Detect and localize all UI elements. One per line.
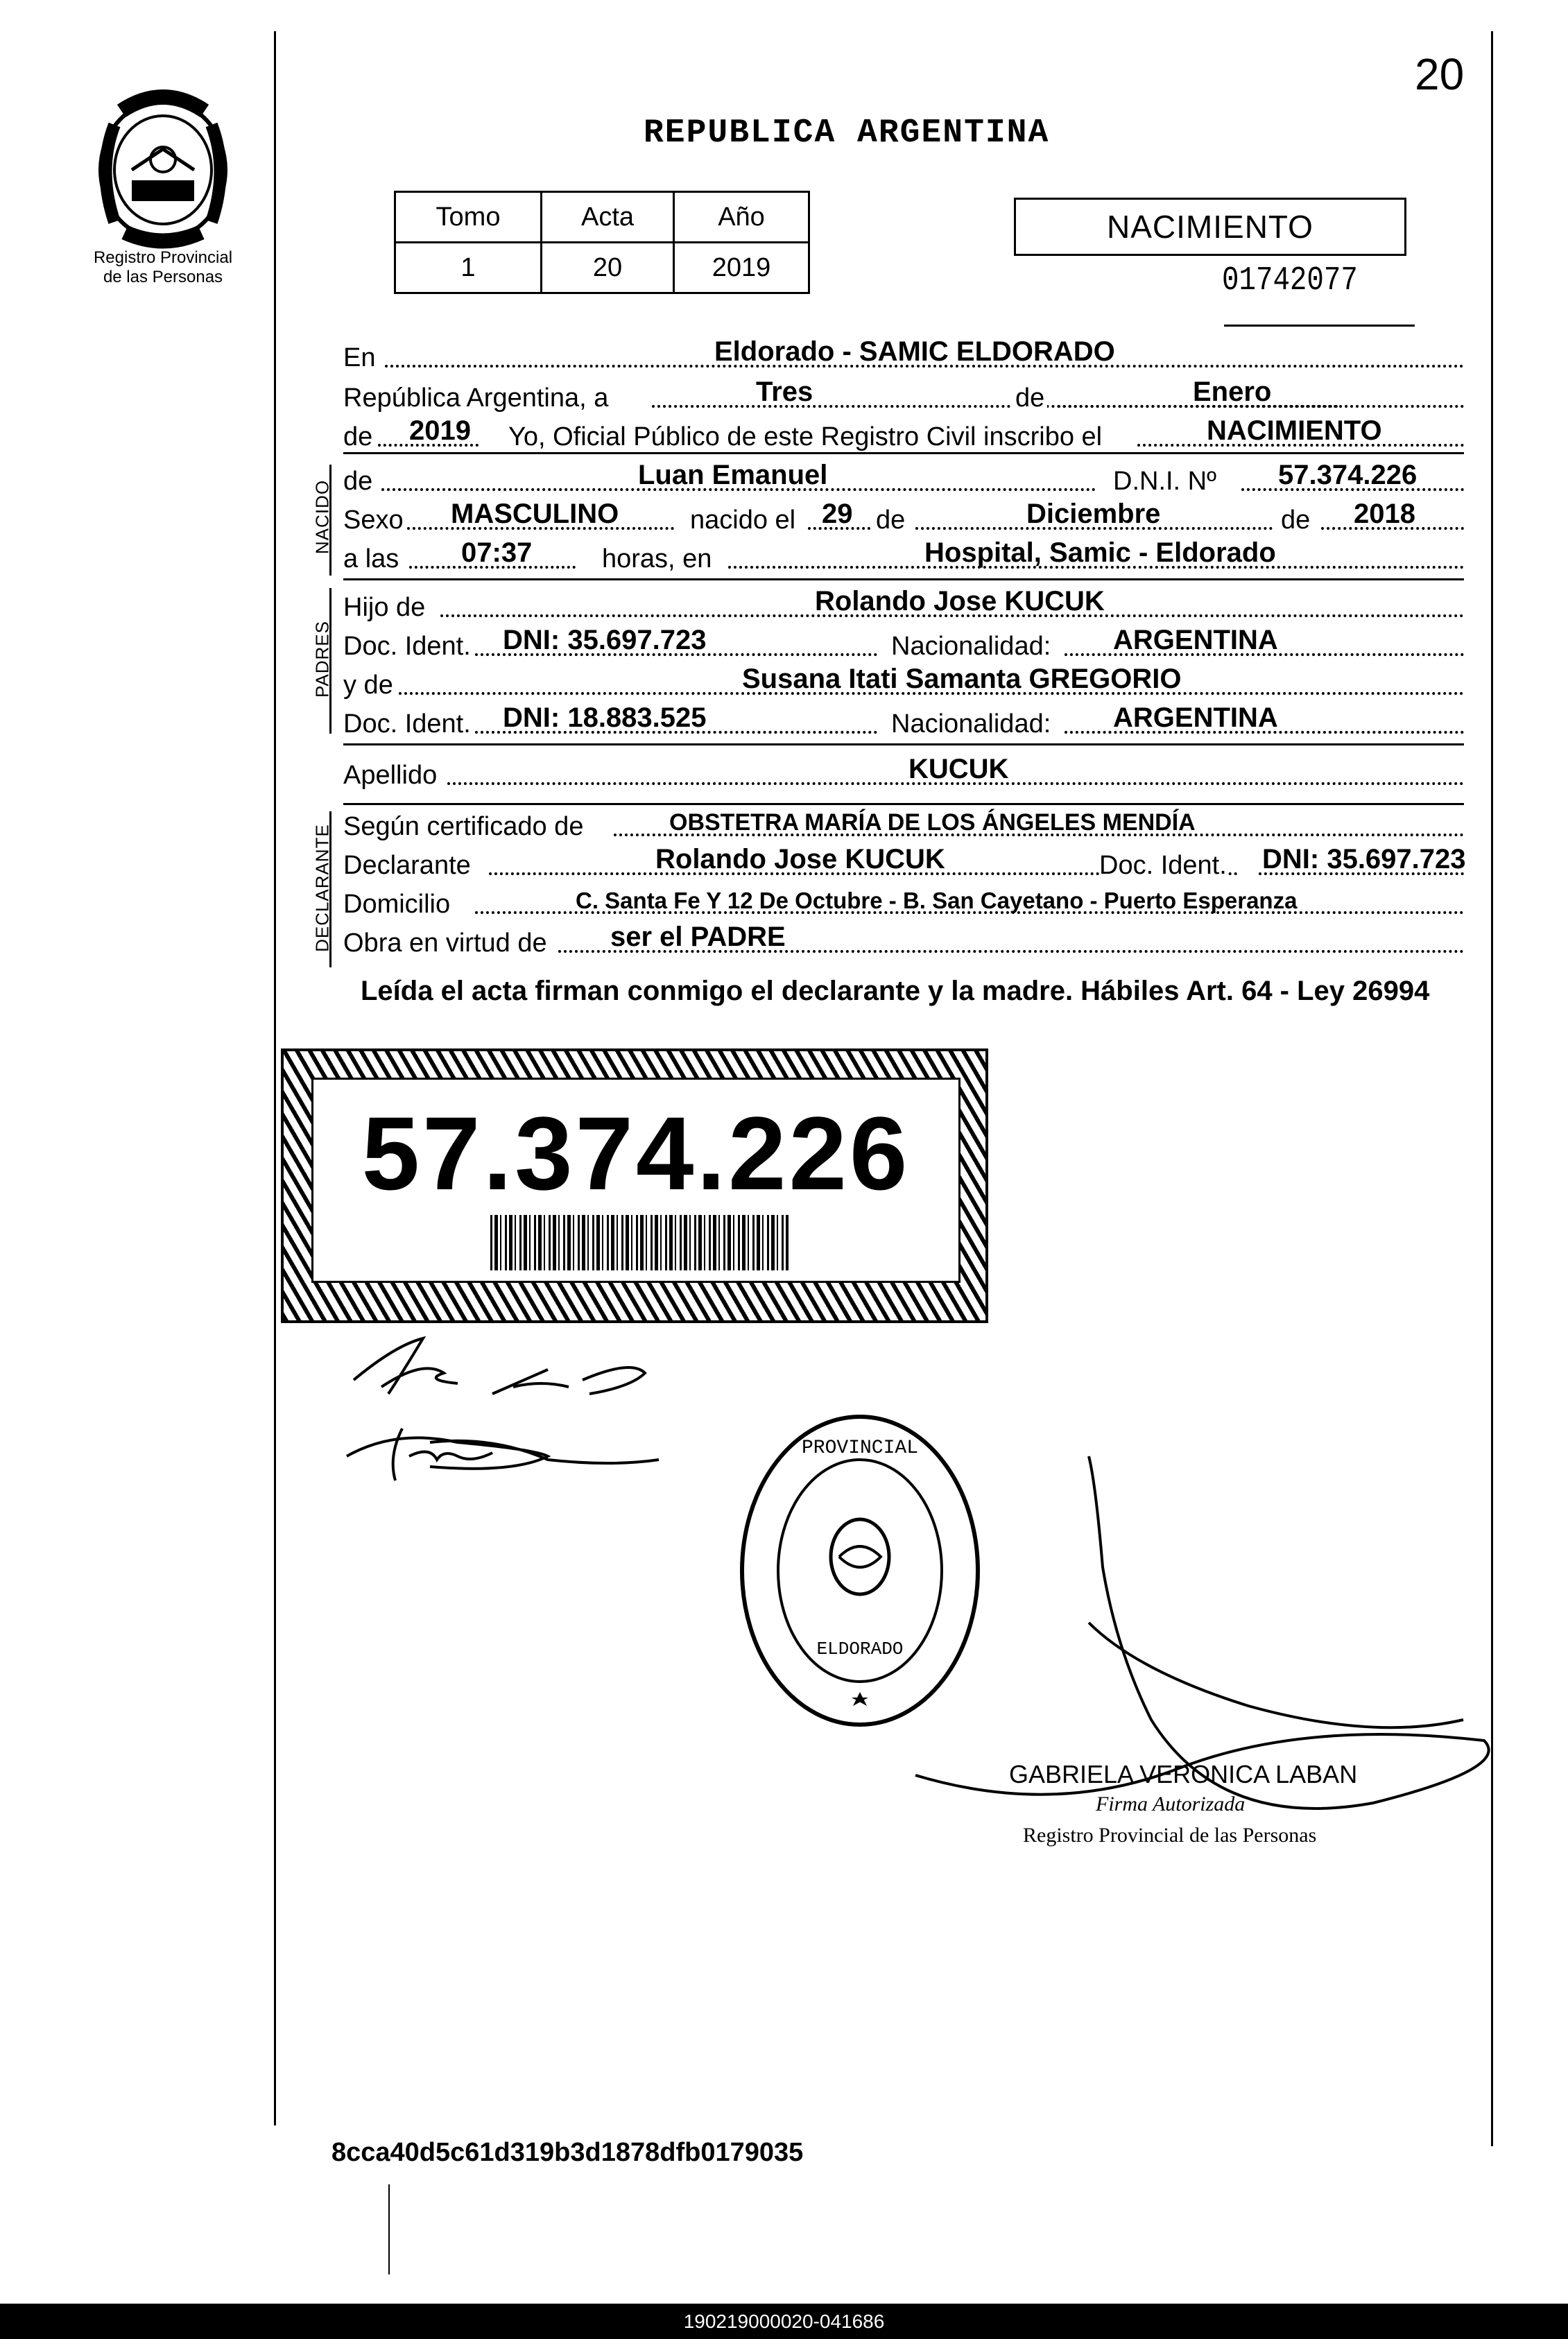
- official-name: GABRIELA VERONICA LABAN: [1009, 1760, 1358, 1788]
- certificado-value: OBSTETRA MARÍA DE LOS ÁNGELES MENDÍA: [669, 809, 1196, 836]
- birth-place: Hospital, Samic - Eldorado: [924, 537, 1276, 568]
- province-seal-icon: [83, 83, 243, 250]
- father-nationality: ARGENTINA: [1113, 625, 1278, 655]
- republica-label: República Argentina, a: [343, 383, 609, 413]
- row-mother-doc: [343, 702, 1464, 742]
- row-obra: [343, 922, 1464, 961]
- dni-label: D.N.I. Nº: [1113, 467, 1216, 496]
- nacido-side-label: NACIDO: [311, 479, 333, 555]
- segun-label: Según certificado de: [343, 812, 584, 841]
- birth-year: 2018: [1354, 499, 1415, 529]
- svg-text:PROVINCIAL: PROVINCIAL: [801, 1438, 919, 1459]
- de-label: de: [1281, 506, 1311, 535]
- document-hash: 8cca40d5c61d319b3d1878dfb0179035: [331, 2138, 804, 2167]
- registration-month: Enero: [1193, 377, 1272, 407]
- sticker-dni-number: 57.374.226: [361, 1095, 911, 1211]
- registration-year: 2019: [409, 415, 471, 446]
- nacionalidad-label: Nacionalidad:: [891, 632, 1051, 661]
- row-apellido: [343, 754, 1464, 793]
- nacido-el-label: nacido el: [690, 506, 796, 535]
- child-dni: 57.374.226: [1278, 460, 1418, 490]
- logo-caption: [66, 248, 260, 287]
- declarante-side-label: DECLARANTE: [311, 824, 333, 952]
- signature-statement: Leída el acta firman conmigo el declarante y la madre. Hábiles Art. 64 - Ley 26994: [361, 976, 1430, 1006]
- yde-label: y de: [343, 671, 393, 700]
- logo-caption-line2: de las Personas: [103, 268, 223, 286]
- row-father-doc: [343, 625, 1464, 664]
- declarante-label: Declarante: [343, 851, 471, 880]
- row-segun: [343, 810, 1464, 845]
- apellido-value: KUCUK: [908, 754, 1009, 784]
- tomo-value: 1: [395, 243, 542, 293]
- father-doc: DNI: 35.697.723: [503, 625, 707, 655]
- document-title: REPUBLICA ARGENTINA: [644, 114, 1050, 152]
- left-margin-line: [274, 31, 276, 2125]
- child-sex: MASCULINO: [451, 499, 619, 529]
- dni-sticker: [281, 1048, 988, 1323]
- row-domicilio: [343, 888, 1464, 922]
- anio-value: 2019: [674, 243, 809, 293]
- mother-name: Susana Itati Samanta GREGORIO: [742, 664, 1182, 694]
- doc-ident-label: Doc. Ident.: [343, 709, 471, 739]
- page-number: 20: [1415, 49, 1465, 99]
- acta-value: 20: [542, 243, 674, 293]
- acta-header: Acta: [542, 192, 674, 243]
- en-value: Eldorado - SAMIC ELDORADO: [714, 336, 1115, 367]
- obra-label: Obra en virtud de: [343, 929, 547, 958]
- section-divider: [343, 803, 1464, 805]
- doc-ident-label: Doc. Ident.: [1099, 851, 1227, 880]
- row-nacido-name: [343, 460, 1464, 499]
- row-declarante: [343, 844, 1466, 883]
- row-inscribo: [343, 415, 1464, 455]
- row-alas: [343, 537, 1464, 577]
- row-hijo: [343, 586, 1464, 625]
- svg-text:ELDORADO: ELDORADO: [816, 1639, 904, 1659]
- tomo-header: Tomo: [395, 192, 542, 243]
- hash-tick-line: [388, 2184, 390, 2275]
- padres-side-label: PADRES: [311, 621, 333, 698]
- year-prefix: de: [343, 422, 373, 451]
- declarante-name: Rolando Jose KUCUK: [655, 844, 945, 874]
- doc-ident-label: Doc. Ident.: [343, 632, 471, 661]
- obra-value: ser el PADRE: [610, 922, 786, 952]
- apellido-label: Apellido: [343, 761, 438, 790]
- domicilio-label: Domicilio: [343, 890, 451, 919]
- mother-doc: DNI: 18.883.525: [503, 702, 707, 733]
- horas-label: horas, en: [602, 544, 712, 573]
- father-name: Rolando Jose KUCUK: [815, 586, 1105, 616]
- row-republica: [343, 377, 1464, 416]
- sticker-inner-panel: [311, 1078, 960, 1283]
- logo-caption-line1: Registro Provincial: [93, 248, 233, 267]
- domicilio-value: C. Santa Fe Y 12 De Octubre - B. San Cayetano - Puerto Esperanza: [576, 888, 1298, 913]
- row-en: [343, 336, 1464, 376]
- mother-nationality: ARGENTINA: [1113, 702, 1278, 733]
- child-name: Luan Emanuel: [638, 460, 828, 490]
- section-divider: [343, 578, 1464, 580]
- official-role: Firma Autorizada: [1096, 1793, 1246, 1815]
- birth-month: Diciembre: [1026, 499, 1161, 529]
- alas-label: a las: [343, 544, 399, 573]
- official-institution: Registro Provincial de las Personas: [1023, 1824, 1317, 1847]
- section-divider: [343, 452, 1464, 454]
- act-type-box: NACIMIENTO: [1014, 198, 1406, 256]
- inscribo-label: Yo, Oficial Público de este Registro Civil inscribo el: [508, 422, 1103, 451]
- section-divider: [343, 743, 1464, 745]
- sexo-label: Sexo: [343, 506, 404, 535]
- inscribo-value: NACIMIENTO: [1207, 415, 1382, 446]
- declarant-signatures: [340, 1318, 728, 1498]
- de-label: de: [876, 506, 906, 535]
- registration-day: Tres: [756, 377, 813, 407]
- barcode-icon: [490, 1215, 789, 1270]
- en-label: En: [343, 343, 376, 372]
- de-label: de: [343, 467, 373, 496]
- registry-table: [394, 191, 810, 294]
- row-sexo: [343, 499, 1464, 538]
- row-ymadre: [343, 664, 1464, 703]
- nacionalidad-label: Nacionalidad:: [891, 709, 1051, 739]
- declarante-doc: DNI: 35.697.723: [1262, 844, 1466, 874]
- anio-header: Año: [674, 192, 809, 243]
- birth-hour: 07:37: [461, 537, 533, 568]
- birth-day: 29: [822, 499, 853, 529]
- serial-number: 01742077: [1222, 262, 1358, 300]
- footer-code-bar: 190219000020-041686: [0, 2304, 1568, 2339]
- de-label: de: [1013, 383, 1047, 413]
- hijo-label: Hijo de: [343, 593, 426, 622]
- serial-underline: [1224, 325, 1415, 327]
